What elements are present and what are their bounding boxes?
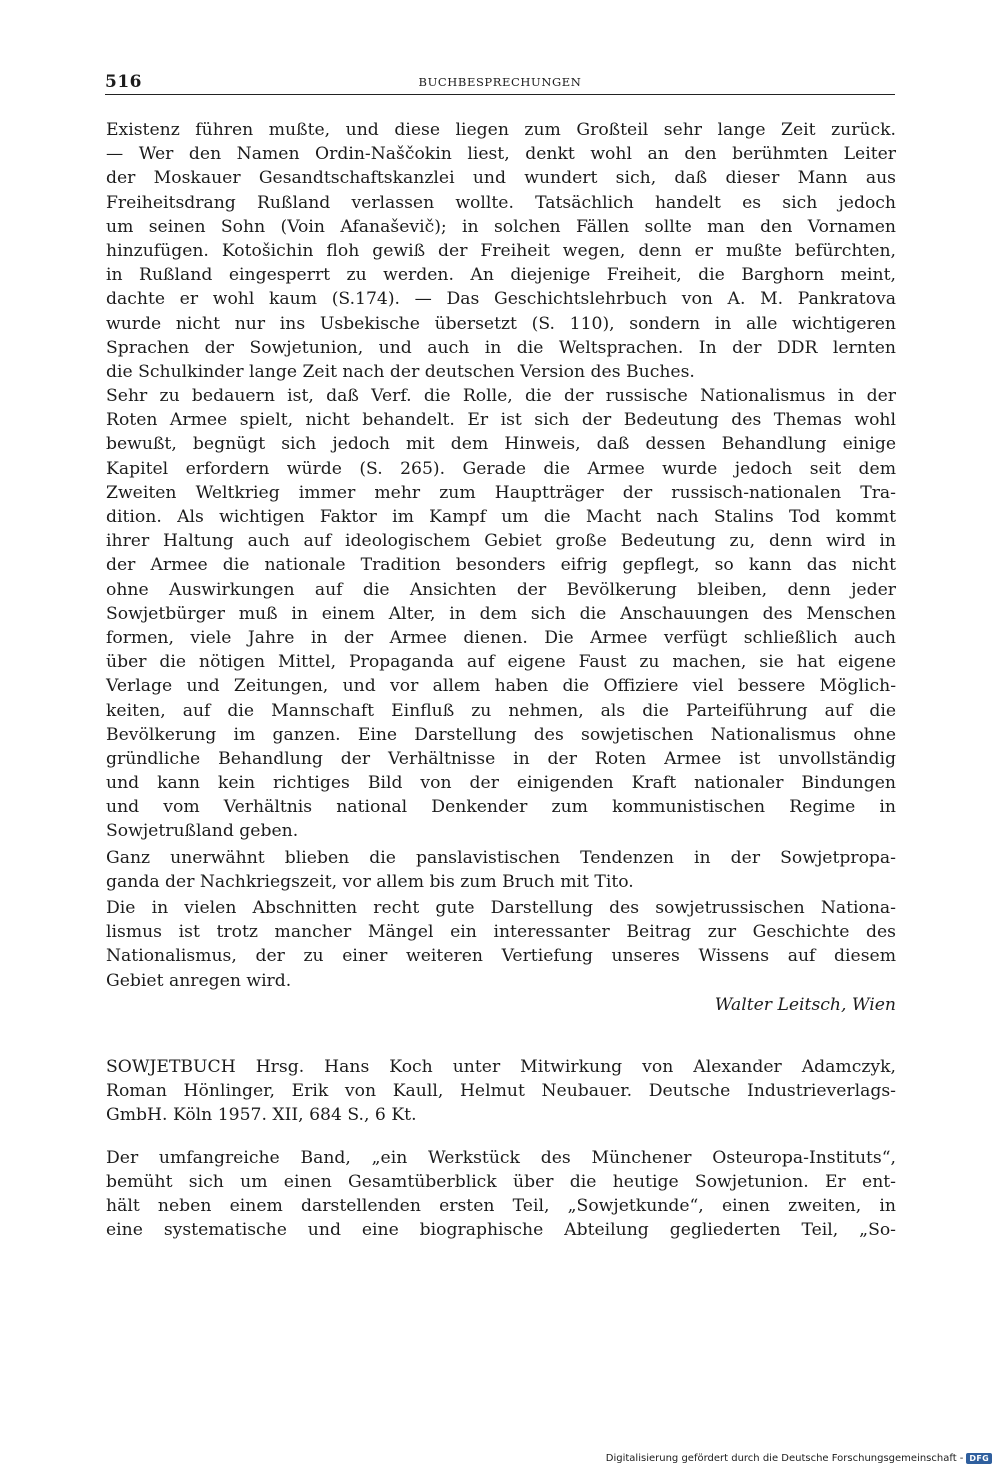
text-line: Existenz führen mußte, und diese liegen zum Großteil sehr lange Zeit zurück. <box>106 120 896 140</box>
review2-citation <box>106 1055 896 1128</box>
text-line: ihrer Haltung auch auf ideologischem Gebiet große Bedeutung zu, denn wird in <box>106 531 896 552</box>
digitization-credit <box>606 1453 992 1464</box>
section-gap <box>106 1017 896 1055</box>
text-line: in Rußland eingesperrt zu werden. An diejenige Freiheit, die Barghorn meint, <box>106 265 896 286</box>
credit-text: Digitalisierung gefördert durch die Deutsche Forschungsgemeinschaft - <box>605 1453 964 1464</box>
paragraph-gap <box>106 1128 896 1146</box>
text-line: gründliche Behandlung der Verhältnisse in der Roten Armee ist unvollständig <box>106 748 896 769</box>
text-line: ohne Auswirkungen auf die Ansichten der Bevölkerung bleiben, denn jeder <box>106 579 896 600</box>
text-line: hält neben einem darstellenden ersten Teil, „Sowjetkunde“, einen zweiten, in <box>106 1195 896 1216</box>
text-line: bewußt, begnügt sich jedoch mit dem Hinweis, daß dessen Behandlung einige <box>106 434 896 455</box>
text-line: Der umfangreiche Band, „ein Werkstück des Münchener Osteuropa-Instituts“, <box>106 1147 896 1168</box>
body-text <box>106 118 896 1242</box>
text-line: Sprachen der Sowjetunion, und auch in die Weltsprachen. In der DDR lernten <box>106 337 896 358</box>
text-line: ganda der Nachkriegszeit, vor allem bis zum Bruch mit Tito. <box>106 871 634 892</box>
text-line: die Schulkinder lange Zeit nach der deutschen Version des Buches. <box>106 361 695 382</box>
text-line: der Armee die nationale Tradition besonders eifrig gepflegt, so kann das nicht <box>106 555 896 576</box>
text-line: Roman Hönlinger, Erik von Kaull, Helmut Neubauer. Deutsche Industrieverlags- <box>106 1081 896 1102</box>
review1-paragraph3 <box>106 846 896 894</box>
text-line: formen, viele Jahre in der Armee dienen. Die Armee verfügt schließlich auch <box>106 627 896 648</box>
text-line: GmbH. Köln 1957. XII, 684 S., 6 Kt. <box>106 1105 417 1126</box>
page-header <box>105 72 895 95</box>
text-line: keiten, auf die Mannschaft Einfluß zu nehmen, als die Parteiführung auf die <box>106 700 896 721</box>
text-line: SOWJETBUCH Hrsg. Hans Koch unter Mitwirkung von Alexander Adamczyk, <box>106 1056 896 1077</box>
text-line: über die nötigen Mittel, Propaganda auf eigene Faust zu machen, sie hat eigene <box>106 652 896 673</box>
text-line: Nationalismus, der zu einer weiteren Vertiefung unseres Wissens auf diesem <box>106 946 896 967</box>
text-line: der Moskauer Gesandtschaftskanzlei und wundert sich, daß dieser Mann aus <box>106 168 896 189</box>
review1-paragraph1 <box>106 118 896 384</box>
page-number: 516 <box>105 72 142 92</box>
text-line: Freiheitsdrang Rußland verlassen wollte. Tatsächlich handelt es sich jedoch <box>106 192 896 213</box>
text-line: eine systematische und eine biographische Abteilung gegliederten Teil, „So- <box>106 1220 896 1241</box>
text-line: Sowjetrußland geben. <box>106 821 299 842</box>
dfg-logo: DFG <box>966 1453 992 1464</box>
text-line: Ganz unerwähnt blieben die panslavistischen Tendenzen in der Sowjetpropa- <box>106 847 896 868</box>
text-line: Die in vielen Abschnitten recht gute Darstellung des sowjetrussischen Nationa- <box>106 898 896 918</box>
text-line: — Wer den Namen Ordin-Naščokin liest, denkt wohl an den berühmten Leiter <box>106 144 896 165</box>
review2-paragraph1 <box>106 1146 896 1243</box>
review1-paragraph4 <box>106 896 896 993</box>
text-line: Roten Armee spielt, nicht behandelt. Er ist sich der Bedeutung des Themas wohl <box>106 410 896 431</box>
text-line: dachte er wohl kaum (S.174). — Das Geschichtslehrbuch von A. M. Pankratova <box>106 289 896 310</box>
text-line: und kann kein richtiges Bild von der einigenden Kraft nationaler Bindungen <box>106 773 896 794</box>
review1-paragraph2 <box>106 384 896 844</box>
text-line: Bevölkerung im ganzen. Eine Darstellung des sowjetischen Nationalismus ohne <box>106 724 896 745</box>
text-line: Sehr zu bedauern ist, daß Verf. die Rolle, die der russische Nationalismus in der <box>106 386 896 407</box>
text-line: dition. Als wichtigen Faktor im Kampf um die Macht nach Stalins Tod kommt <box>106 507 896 527</box>
text-line: Gebiet anregen wird. <box>106 970 292 991</box>
text-line: Sowjetbürger muß in einem Alter, in dem sich die Anschauungen des Menschen <box>106 603 896 624</box>
text-line: wurde nicht nur ins Usbekische übersetzt (S. 110), sondern in alle wichtigeren <box>106 313 896 334</box>
text-line: Verlage und Zeitungen, und vor allem haben die Offiziere viel bessere Möglich- <box>106 676 896 697</box>
text-line: bemüht sich um einen Gesamtüberblick über die heutige Sowjetunion. Er ent- <box>106 1171 896 1192</box>
text-line: Zweiten Weltkrieg immer mehr zum Hauptträger der russisch-nationalen Tra- <box>106 482 896 503</box>
text-line: um seinen Sohn (Voin Afanaševič); in solchen Fällen sollte man den Vornamen <box>106 216 896 237</box>
text-line: lismus ist trotz mancher Mängel ein interessanter Beitrag zur Geschichte des <box>106 922 896 943</box>
text-line: Kapitel erfordern würde (S. 265). Gerade die Armee wurde jedoch seit dem <box>106 458 896 479</box>
text-line: hinzufügen. Kotošichin floh gewiß der Freiheit wegen, denn er mußte befürchten, <box>106 240 896 261</box>
reviewer-signature: Walter Leitsch, Wien <box>714 994 896 1015</box>
text-line: und vom Verhältnis national Denkender zum kommunistischen Regime in <box>106 797 896 818</box>
running-head: BUCHBESPRECHUNGEN <box>418 75 582 89</box>
